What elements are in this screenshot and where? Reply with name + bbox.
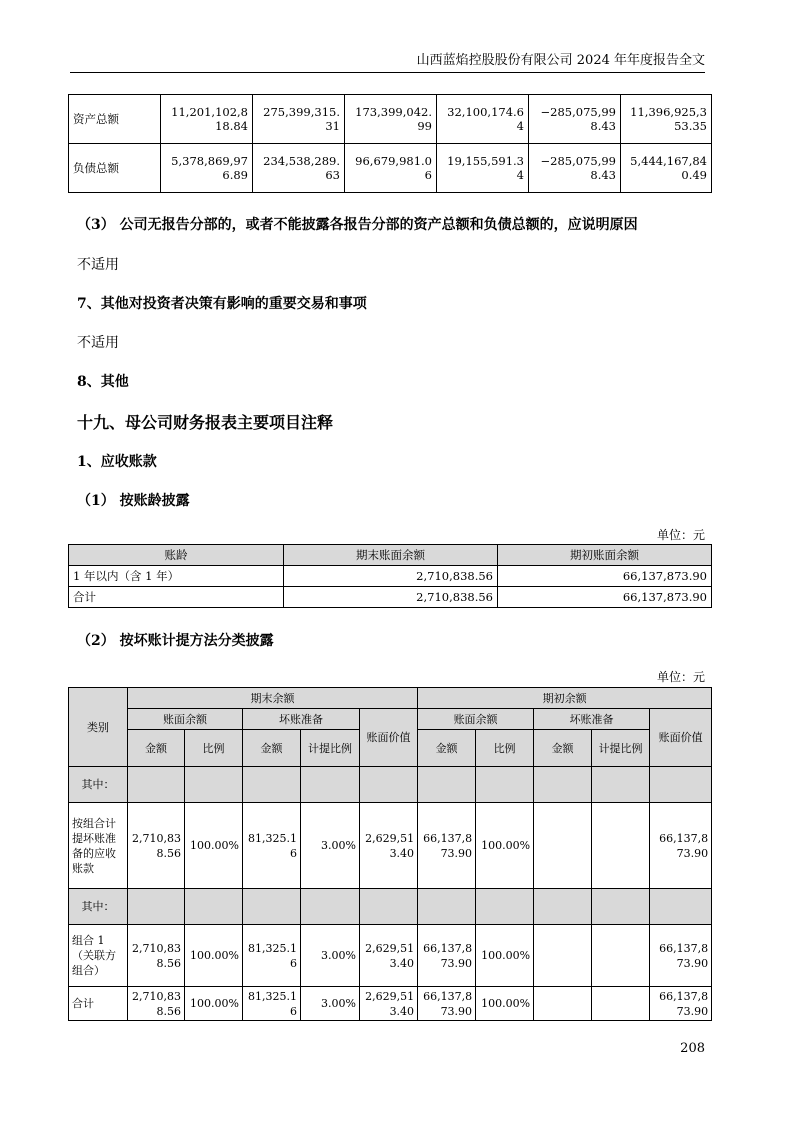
segment-summary-table (68, 94, 712, 193)
value-cell: 3.00% (301, 987, 360, 1021)
col-begin-amount: 金额 (418, 730, 476, 767)
col-end-amount: 金额 (128, 730, 185, 767)
col-begin-balance: 期初余额 (418, 688, 712, 709)
row-label: 资产总额 (69, 95, 161, 144)
value-cell (185, 889, 243, 925)
value-cell: 66,137,873.90 (418, 803, 476, 889)
classification-table (68, 687, 712, 1021)
value-cell: 234,538,289.63 (253, 144, 345, 193)
sub-2-heading: （2） 按坏账计提方法分类披露 (77, 633, 274, 649)
row-label: 负债总额 (69, 144, 161, 193)
value-cell (534, 925, 592, 987)
value-cell (301, 889, 360, 925)
value-cell: −285,075,998.43 (529, 95, 621, 144)
value-cell (243, 889, 301, 925)
value-cell (360, 889, 418, 925)
value-cell: 2,710,838.56 (284, 566, 498, 587)
column-header: 期初账面余额 (498, 545, 712, 566)
col-end-bad: 坏账准备 (243, 709, 360, 730)
value-cell: −285,075,998.43 (529, 144, 621, 193)
unit-label-2: 单位：元 (656, 670, 705, 684)
value-cell: 66,137,873.90 (498, 566, 712, 587)
col-begin-book: 账面余额 (418, 709, 534, 730)
value-cell (592, 987, 650, 1021)
row-label: 其中： (69, 767, 128, 803)
value-cell: 3.00% (301, 803, 360, 889)
table-row (69, 95, 712, 144)
value-cell: 100.00% (476, 803, 534, 889)
value-cell: 2,710,838.56 (128, 987, 185, 1021)
section-3-text: 不适用 (77, 257, 119, 273)
value-cell: 19,155,591.34 (437, 144, 529, 193)
value-cell: 275,399,315.31 (253, 95, 345, 144)
column-header: 账龄 (69, 545, 284, 566)
value-cell (592, 925, 650, 987)
table-row (69, 587, 712, 608)
section-19-heading: 十九、母公司财务报表主要项目注释 (77, 413, 334, 432)
value-cell: 81,325.16 (243, 987, 301, 1021)
table-row (69, 987, 712, 1021)
value-cell (243, 767, 301, 803)
col-begin-bad: 坏账准备 (534, 709, 650, 730)
section-7-text: 不适用 (77, 335, 119, 351)
value-cell (301, 767, 360, 803)
value-cell: 66,137,873.90 (650, 925, 712, 987)
value-cell (418, 889, 476, 925)
section-3-heading: （3） 公司无报告分部的，或者不能披露各报告分部的资产总额和负债总额的，应说明原因 (77, 217, 638, 233)
col-category: 类别 (69, 688, 128, 767)
col-begin-value: 账面价值 (650, 709, 712, 767)
value-cell (534, 803, 592, 889)
col-end-balance: 期末余额 (128, 688, 418, 709)
table-row (69, 889, 712, 925)
value-cell: 81,325.16 (243, 925, 301, 987)
page-header (70, 50, 705, 73)
value-cell: 2,629,513.40 (360, 987, 418, 1021)
value-cell (650, 767, 712, 803)
value-cell: 81,325.16 (243, 803, 301, 889)
value-cell: 11,396,925,353.35 (621, 95, 712, 144)
value-cell: 173,399,042.99 (345, 95, 437, 144)
col-end-value: 账面价值 (360, 709, 418, 767)
table-row (69, 144, 712, 193)
value-cell: 2,710,838.56 (128, 925, 185, 987)
value-cell (650, 889, 712, 925)
page-number: 208 (680, 1041, 705, 1056)
unit-label-1: 单位：元 (656, 528, 705, 542)
value-cell: 100.00% (185, 987, 243, 1021)
sub-1-heading: （1） 按账龄披露 (77, 493, 190, 509)
value-cell: 66,137,873.90 (498, 587, 712, 608)
value-cell (534, 987, 592, 1021)
value-cell: 2,629,513.40 (360, 803, 418, 889)
table-row (69, 767, 712, 803)
value-cell (476, 889, 534, 925)
value-cell (185, 767, 243, 803)
value-cell: 66,137,873.90 (650, 803, 712, 889)
table-row (69, 803, 712, 889)
col-begin-bad-amount: 金额 (534, 730, 592, 767)
value-cell: 100.00% (185, 803, 243, 889)
col-end-book: 账面余额 (128, 709, 243, 730)
header-title: 山西蓝焰控股股份有限公司 2024 年年度报告全文 (416, 53, 705, 68)
value-cell: 100.00% (185, 925, 243, 987)
value-cell (592, 889, 650, 925)
value-cell (534, 767, 592, 803)
row-label: 1 年以内（含 1 年） (69, 566, 284, 587)
section-7-heading: 7、其他对投资者决策有影响的重要交易和事项 (77, 296, 367, 312)
value-cell: 32,100,174.64 (437, 95, 529, 144)
value-cell (418, 767, 476, 803)
row-label: 其中： (69, 889, 128, 925)
table-row (69, 566, 712, 587)
column-header: 期末账面余额 (284, 545, 498, 566)
value-cell (592, 803, 650, 889)
value-cell: 11,201,102,818.84 (161, 95, 253, 144)
section-1-heading: 1、应收账款 (77, 454, 157, 470)
col-begin-rate: 计提比例 (592, 730, 650, 767)
section-8-heading: 8、其他 (77, 374, 129, 390)
value-cell: 100.00% (476, 925, 534, 987)
row-label: 按组合计提坏账准备的应收账款 (69, 803, 128, 889)
value-cell (534, 889, 592, 925)
aging-table (68, 544, 712, 608)
table-row (69, 925, 712, 987)
value-cell: 5,378,869,976.89 (161, 144, 253, 193)
value-cell: 96,679,981.06 (345, 144, 437, 193)
value-cell (592, 767, 650, 803)
value-cell: 2,710,838.56 (128, 803, 185, 889)
row-label: 组合 1（关联方组合） (69, 925, 128, 987)
value-cell (476, 767, 534, 803)
col-end-bad-amount: 金额 (243, 730, 301, 767)
value-cell: 100.00% (476, 987, 534, 1021)
value-cell: 66,137,873.90 (650, 987, 712, 1021)
value-cell (360, 767, 418, 803)
row-label: 合计 (69, 987, 128, 1021)
row-label: 合计 (69, 587, 284, 608)
value-cell: 66,137,873.90 (418, 925, 476, 987)
value-cell: 2,629,513.40 (360, 925, 418, 987)
value-cell: 5,444,167,840.49 (621, 144, 712, 193)
value-cell: 3.00% (301, 925, 360, 987)
value-cell: 66,137,873.90 (418, 987, 476, 1021)
col-end-rate: 计提比例 (301, 730, 360, 767)
value-cell (128, 767, 185, 803)
value-cell: 2,710,838.56 (284, 587, 498, 608)
table-header-row (69, 545, 712, 566)
value-cell (128, 889, 185, 925)
col-begin-ratio: 比例 (476, 730, 534, 767)
col-end-ratio: 比例 (185, 730, 243, 767)
